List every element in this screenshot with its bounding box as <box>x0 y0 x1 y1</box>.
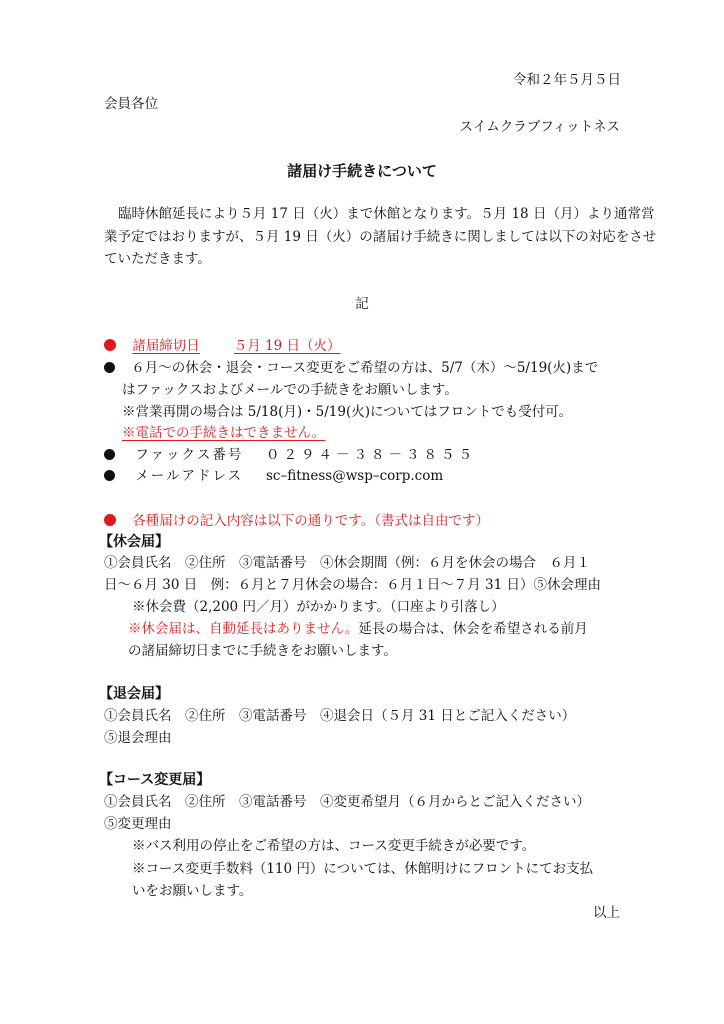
fax-value: ０２９４－３８－３８５５ <box>266 447 476 463</box>
ki-heading: 記 <box>355 296 369 312</box>
withdraw-line-2: ⑤退会理由 <box>104 730 172 746</box>
change-line-1 <box>104 359 598 377</box>
leave-line-2: 日～６月 30 日 例：６月と７月休会の場合：６月１日～７月 31 日）⑤休会理由 <box>104 577 602 593</box>
withdraw-heading: 【退会届】 <box>99 686 169 702</box>
fax-line <box>104 446 243 464</box>
leave-auto-note-red: ※休会届は、自動延長はありません。 <box>128 621 359 637</box>
deadline-date: ５月 19 日（火） <box>233 338 341 354</box>
course-bus-note: ※バス利用の停止をご希望の方は、コース変更手続きが必要です。 <box>132 838 536 854</box>
course-fee-note-2: いをお願いします。 <box>132 883 253 899</box>
mail-label: メールアドレス <box>135 468 244 484</box>
intro-line-3: ていただきます。 <box>104 251 211 267</box>
course-line-2: ⑤変更理由 <box>104 816 172 832</box>
course-heading: 【コース変更届】 <box>99 772 211 788</box>
page-title: 諸届け手続きについて <box>287 162 437 180</box>
change-text-1: ６月～の休会・退会・コース変更をご希望の方は、5/7（木）～5/19(火)まで <box>131 360 599 376</box>
deadline-label: 諸届締切日 <box>132 338 200 354</box>
fax-label: ファックス番号 <box>135 447 244 463</box>
leave-fee-note: ※休会費（2,200 円／月）がかかります。（口座より引落し） <box>132 599 505 615</box>
sender: スイムクラブフィットネス <box>459 119 620 135</box>
closing-remark: 以上 <box>593 905 620 921</box>
mail-line <box>104 467 243 485</box>
recipient: 会員各位 <box>104 96 158 112</box>
forms-intro <box>104 512 489 530</box>
intro-line-1: 臨時休館延長により５月 17 日（火）まで休館となります。５月 18 日（月）より通常営 <box>118 206 655 222</box>
course-fee-note-1: ※コース変更手数料（110 円）については、休館明けにフロントにてお支払 <box>132 861 594 877</box>
mail-value: sc–fitness@wsp–corp.com <box>266 468 444 484</box>
phone-note: ※電話での手続きはできません。 <box>122 425 326 441</box>
leave-auto-note-line-2: の諸届締切日までに手続きをお願いします。 <box>128 643 397 659</box>
forms-intro-text: 各種届けの記入内容は以下の通りです。（書式は自由です） <box>132 513 489 529</box>
document-date: 令和２年５月５日 <box>513 72 621 88</box>
leave-auto-note-rest: 延長の場合は、休会を希望される前月 <box>358 621 588 637</box>
leave-line-1: ①会員氏名 ②住所 ③電話番号 ④休会期間（例：６月を休会の場合 ６月１ <box>104 555 590 571</box>
black-bullet-icon <box>104 449 115 460</box>
leave-auto-note <box>128 620 588 638</box>
intro-line-2: 業予定ではおりますが、５月 19 日（火）の諸届け手続きに関しましては以下の対応をさせ <box>104 229 657 245</box>
leave-heading: 【休会届】 <box>99 534 169 550</box>
course-line-1: ①会員氏名 ②住所 ③電話番号 ④変更希望月（６月からとご記入ください） <box>104 794 590 810</box>
reopen-note: ※営業再開の場合は 5/18(月)・5/19(火)についてはフロントでも受付可。 <box>122 404 573 420</box>
change-line-2: はファックスおよびメールでの手続きをお願いします。 <box>122 382 458 398</box>
black-bullet-icon <box>104 470 115 481</box>
withdraw-line-1: ①会員氏名 ②住所 ③電話番号 ④退会日（５月 31 日とご記入ください） <box>104 708 576 724</box>
black-bullet-icon <box>104 362 115 373</box>
deadline-line <box>104 337 341 355</box>
red-bullet-icon <box>104 339 116 351</box>
red-bullet-icon <box>104 514 116 526</box>
